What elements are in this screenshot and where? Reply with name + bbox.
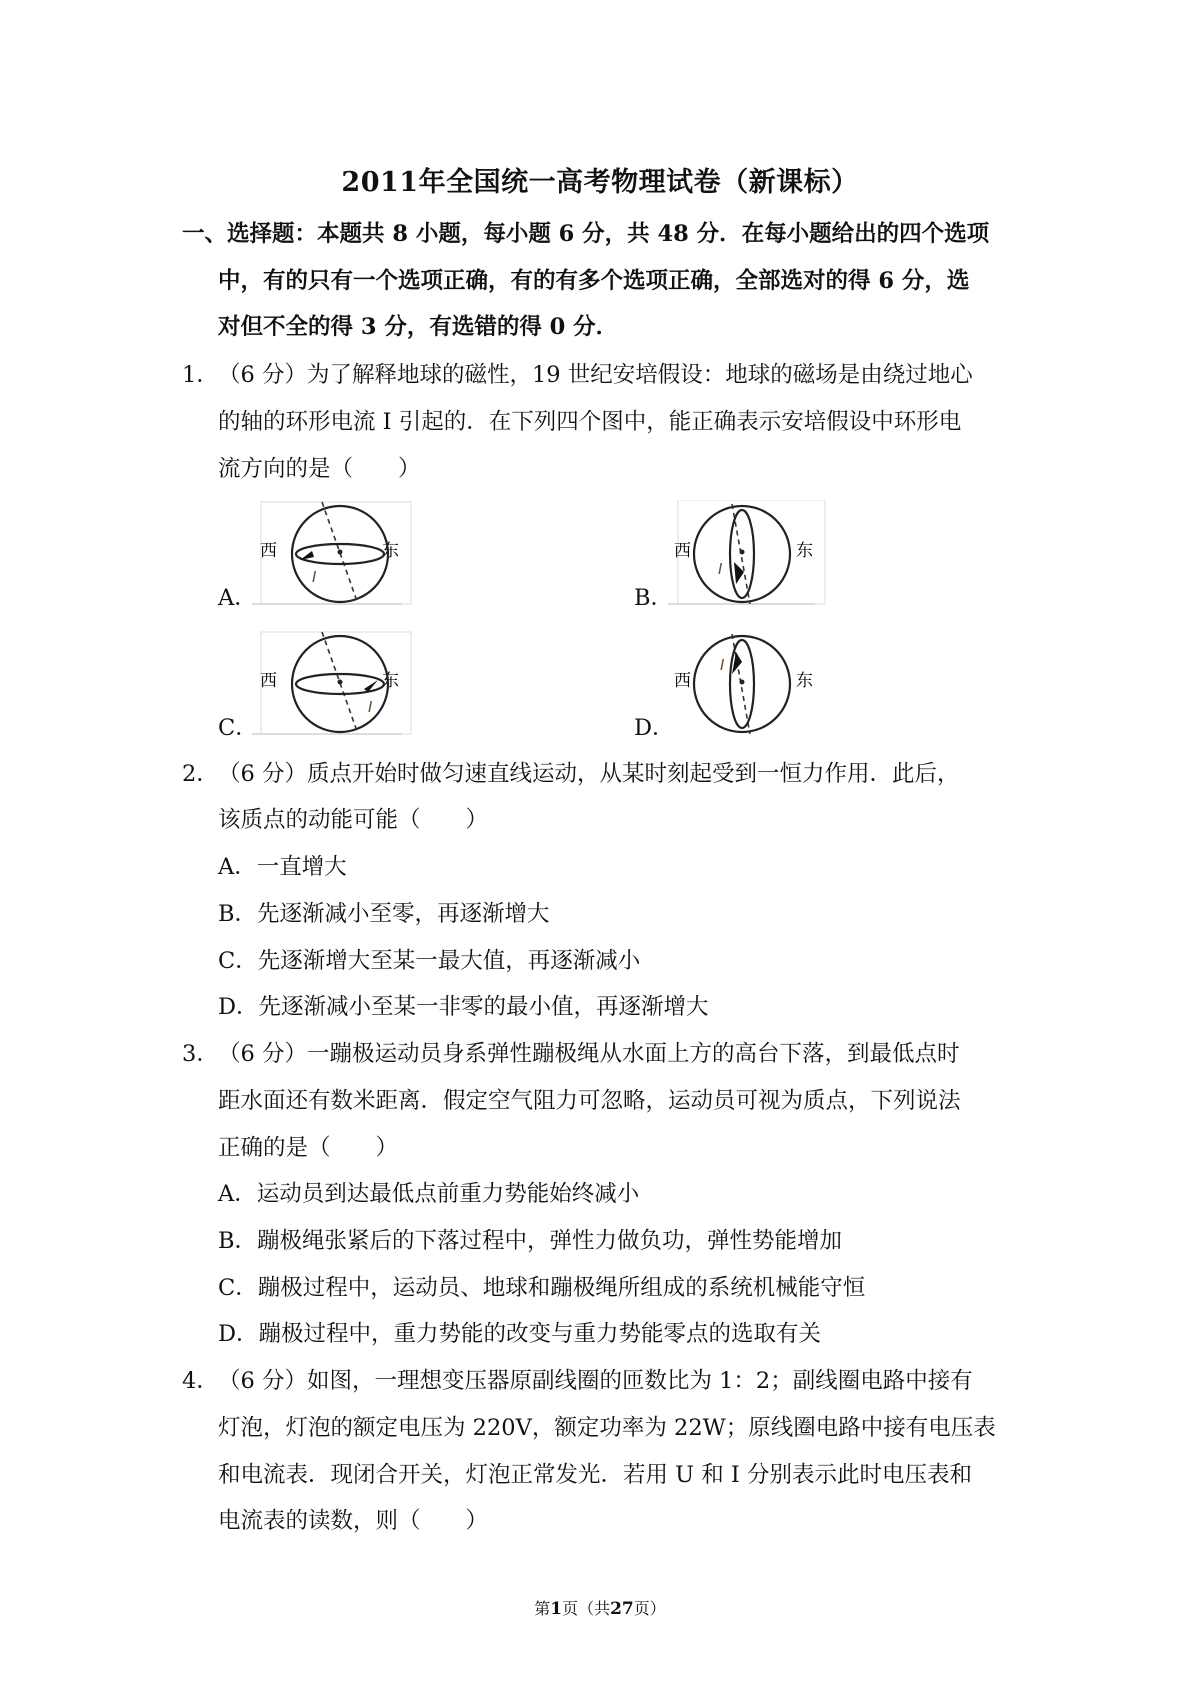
section-header-line-2: 中，有的只有一个选项正确，有的有多个选项正确，全部选对的得 6 分，选 bbox=[218, 268, 970, 294]
question-2-line-2: 该质点的动能可能（ ） bbox=[218, 807, 489, 833]
question-1-line-1: （6 分）为了解释地球的磁性，19 世纪安培假设：地球的磁场是由绕过地心 bbox=[218, 362, 973, 388]
section-header-line-1: 一、选择题：本题共 8 小题，每小题 6 分，共 48 分．在每小题给出的四个选项 bbox=[182, 221, 990, 247]
question-1-option-a-label: A． bbox=[218, 585, 257, 611]
question-1-option-d-label: D． bbox=[634, 715, 675, 741]
question-3-option-b: B．蹦极绳张紧后的下落过程中，弹性力做负功，弹性势能增加 bbox=[218, 1228, 843, 1254]
question-4-line-1: （6 分）如图，一理想变压器原副线圈的匝数比为 1：2；副线圈电路中接有 bbox=[218, 1368, 973, 1394]
question-4-line-4: 电流表的读数，则（ ） bbox=[218, 1508, 489, 1534]
footer-page-number: 1 bbox=[550, 1599, 563, 1619]
question-2-option-c: C．先逐渐增大至某一最大值，再逐渐减小 bbox=[218, 948, 641, 974]
section-header-line-3: 对但不全的得 3 分，有选错的得 0 分． bbox=[218, 314, 619, 340]
question-4-number: 4． bbox=[182, 1368, 219, 1394]
question-3-line-1: （6 分）一蹦极运动员身系弹性蹦极绳从水面上方的高台下落，到最低点时 bbox=[218, 1041, 960, 1067]
question-1-option-c-label: C． bbox=[218, 715, 258, 741]
question-1-option-a-figure bbox=[252, 500, 414, 606]
question-3-line-3: 正确的是（ ） bbox=[218, 1135, 399, 1161]
page-title: 2011年全国统一高考物理试卷（新课标） bbox=[341, 167, 859, 198]
question-1-line-2: 的轴的环形电流 I 引起的．在下列四个图中，能正确表示安培假设中环形电 bbox=[218, 409, 962, 435]
svg-text:I: I bbox=[718, 560, 723, 578]
question-1-option-c-figure bbox=[252, 630, 414, 736]
question-2-option-a: A．一直增大 bbox=[218, 854, 347, 880]
west-label: 西 bbox=[674, 671, 691, 691]
question-1-option-b-label: B． bbox=[634, 585, 674, 611]
question-3-number: 3． bbox=[182, 1041, 219, 1067]
east-label: 东 bbox=[796, 541, 813, 561]
west-label: 西 bbox=[674, 541, 691, 561]
question-3-option-c: C．蹦极过程中，运动员、地球和蹦极绳所组成的系统机械能守恒 bbox=[218, 1275, 866, 1301]
question-4-line-3: 和电流表．现闭合开关，灯泡正常发光．若用 U 和 I 分别表示此时电压表和 bbox=[218, 1462, 972, 1488]
svg-text:I: I bbox=[368, 698, 373, 716]
east-label: 东 bbox=[382, 671, 399, 691]
west-label: 西 bbox=[260, 671, 277, 691]
footer-total-pages: 27 bbox=[610, 1599, 634, 1619]
question-4-line-2: 灯泡，灯泡的额定电压为 220V，额定功率为 22W；原线圈电路中接有电压表 bbox=[218, 1415, 996, 1441]
svg-text:I: I bbox=[312, 568, 317, 586]
question-1-option-d-figure bbox=[668, 630, 828, 736]
footer-middle: 页（共 bbox=[562, 1599, 611, 1618]
east-label: 东 bbox=[796, 671, 813, 691]
question-2-option-b: B．先逐渐减小至零，再逐渐增大 bbox=[218, 901, 550, 927]
east-label: 东 bbox=[382, 541, 399, 561]
footer-prefix: 第 bbox=[534, 1599, 551, 1618]
question-1-option-b-figure bbox=[668, 500, 828, 606]
question-3-option-a: A．运动员到达最低点前重力势能始终减小 bbox=[218, 1181, 640, 1207]
svg-text:I: I bbox=[720, 656, 725, 674]
question-2-number: 2． bbox=[182, 761, 219, 787]
west-label: 西 bbox=[260, 541, 277, 561]
question-1-line-3: 流方向的是（ ） bbox=[218, 456, 421, 482]
footer-suffix: 页） bbox=[633, 1599, 666, 1618]
question-2-option-d: D．先逐渐减小至某一非零的最小值，再逐渐增大 bbox=[218, 994, 709, 1020]
question-3-option-d: D．蹦极过程中，重力势能的改变与重力势能零点的选取有关 bbox=[218, 1321, 822, 1347]
question-2-line-1: （6 分）质点开始时做匀速直线运动，从某时刻起受到一恒力作用．此后， bbox=[218, 761, 960, 787]
question-3-line-2: 距水面还有数米距离．假定空气阻力可忽略，运动员可视为质点，下列说法 bbox=[218, 1088, 961, 1114]
page-footer bbox=[0, 1596, 1200, 1619]
question-1-number: 1． bbox=[182, 362, 219, 388]
